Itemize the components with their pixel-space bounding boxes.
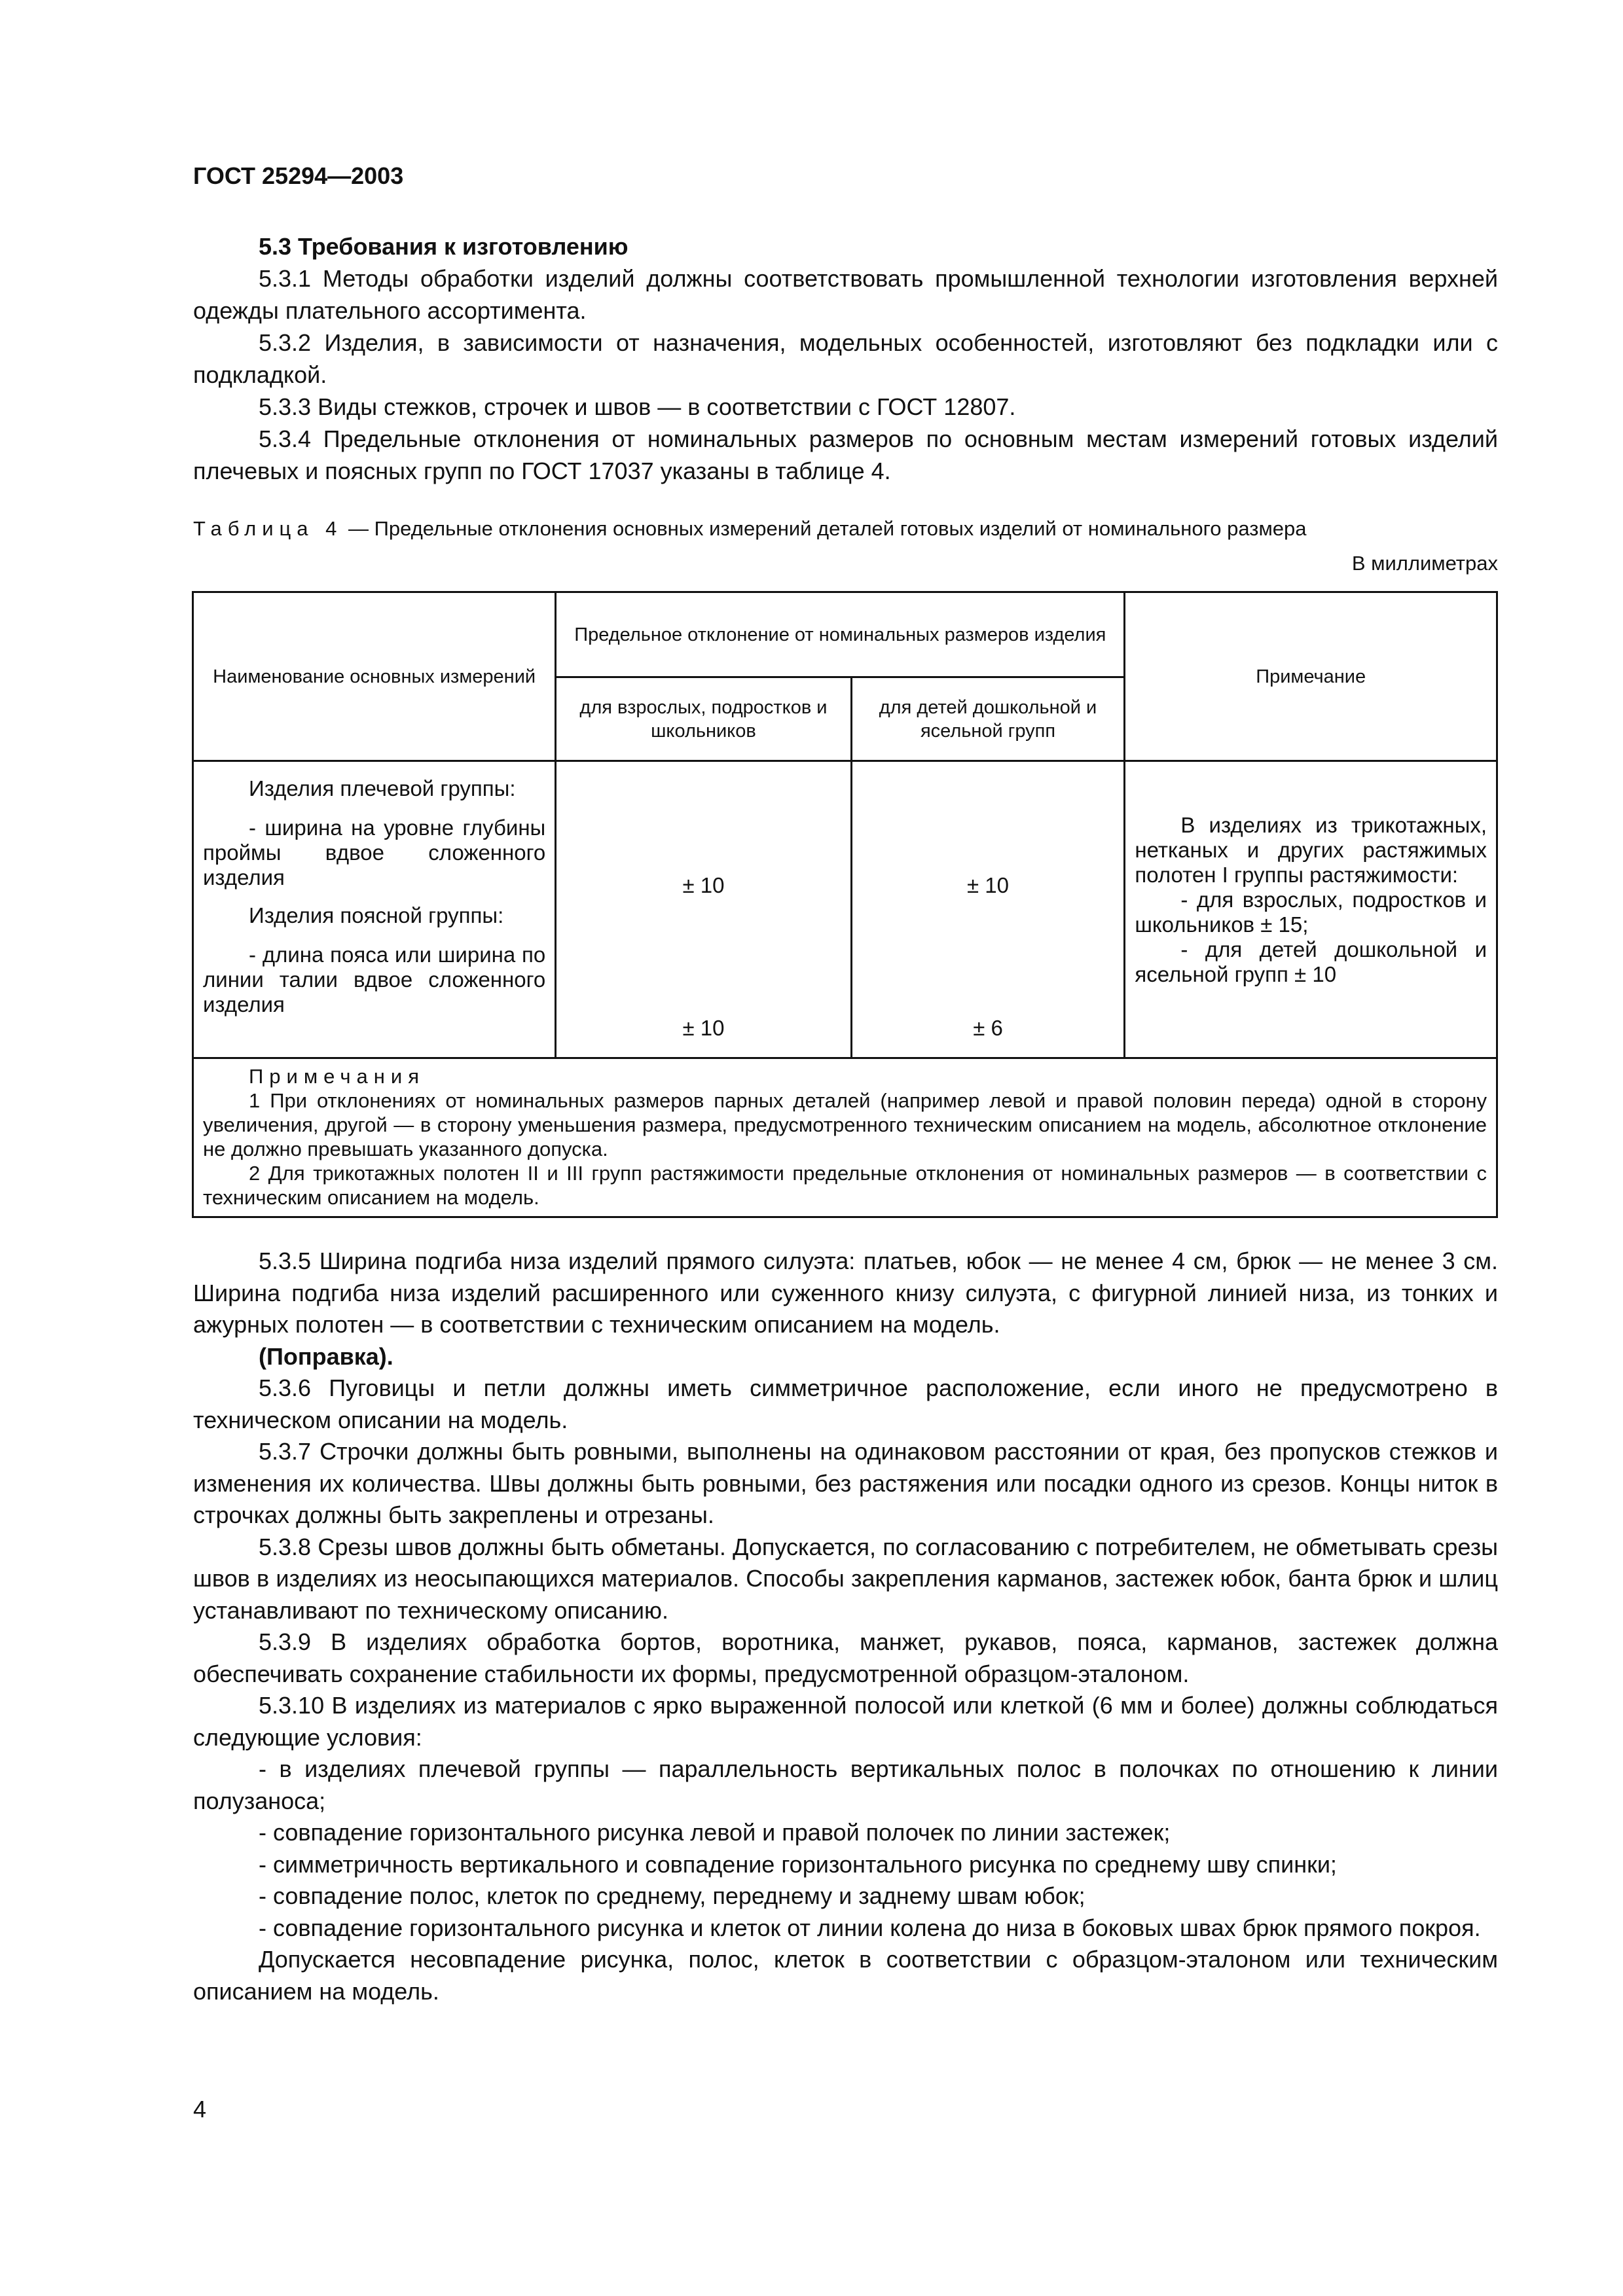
value-waist-adults: ± 10: [682, 1016, 725, 1040]
condition-item: - совпадение горизонтального рисунка левой и правой полочек по линии застежек;: [259, 1819, 1171, 1846]
table-notes-cell: [193, 1058, 1497, 1217]
table-caption-text: — Предельные отклонения основных измерений деталей готовых изделий от номинального размера: [342, 517, 1307, 540]
paragraph-5-3-5: 5.3.5 Ширина подгиба низа изделий прямого силуэта: платьев, юбок — не менее 4 см, брюк — не менее 3 см. Ширина подгиба низа изделий расширенного или суженного книзу силуэта, с фигурной линией низа, из тонких и ажурных полотен — в соответствии с техническим описанием на модель.: [193, 1247, 1498, 1338]
group-shoulder-title: Изделия плечевой группы:: [249, 776, 516, 800]
paragraph-5-3-10: 5.3.10 В изделиях из материалов с ярко выраженной полосой или клеткой (6 мм и более) должны соблюдаться следующие условия:: [193, 1692, 1498, 1751]
page-number: 4: [193, 2096, 207, 2123]
paragraph-5-3-3: 5.3.3 Виды стежков, строчек и швов — в соответствии с ГОСТ 12807.: [259, 393, 1016, 420]
value-waist-children: ± 6: [973, 1016, 1003, 1040]
value-shoulder-children: ± 10: [967, 873, 1009, 897]
children-values-cell: [851, 761, 1125, 1058]
paragraph-5-3-8: 5.3.8 Срезы швов должны быть обметаны. Допускается, по согласованию с потребителем, не обметывать срезы швов в изделиях из неосыпающихся материалов. Способы закрепления карманов, застежек юбок, банта брюк и шлиц устанавливают по техническому описанию.: [193, 1533, 1498, 1624]
note-item-children: - для детей дошкольной и ясельной групп ± 10: [1135, 937, 1487, 986]
paragraph-5-3-7: 5.3.7 Строчки должны быть ровными, выполнены на одинаковом расстоянии от края, без пропусков стежков и изменения их количества. Швы должны быть ровными, без растяжения или посадки одного из срезов. Концы ниток в строчках должны быть закреплены и отрезаны.: [193, 1438, 1498, 1528]
table-units: В миллиметрах: [1351, 552, 1498, 575]
paragraph-5-3-1: 5.3.1 Методы обработки изделий должны соответствовать промышленной технологии изготовления верхней одежды плательного ассортимента.: [193, 265, 1498, 324]
section-continued: [193, 1246, 1498, 2007]
table-caption: [193, 517, 1498, 541]
group-waist-item: - длина пояса или ширина по линии талии вдвое сложенного изделия: [203, 942, 546, 1016]
header-deviation-group: Предельное отклонение от номинальных размеров изделия: [556, 592, 1125, 677]
condition-item: - совпадение горизонтального рисунка и клеток от линии колена до низа в боковых швах брюк прямого покроя.: [259, 1914, 1481, 1941]
note-2: 2 Для трикотажных полотен II и III групп растяжимости предельные отклонения от номинальных размеров — в соответствии с техническим описанием на модель.: [203, 1162, 1487, 1209]
paragraph-5-3-4: 5.3.4 Предельные отклонения от номинальных размеров по основным местам измерений готовых изделий плечевых и поясных групп по ГОСТ 17037 указаны в таблице 4.: [193, 425, 1498, 484]
header-measurement-name: Наименование основных измерений: [193, 592, 556, 761]
note-1: 1 При отклонениях от номинальных размеров парных деталей (например левой и правой половин переда) одной в сторону увеличения, другой — в сторону уменьшения размера, предусмотренного техническим описанием на модель, абсолютное отклонение не должно превышать указанного допуска.: [203, 1089, 1487, 1160]
table-body-row: [193, 761, 1497, 1058]
table-caption-label: Таблица 4: [193, 517, 343, 540]
note-main: В изделиях из трикотажных, нетканых и других растяжимых полотен I группы растяжимости:: [1135, 813, 1487, 887]
section-title: 5.3 Требования к изготовлению: [259, 233, 629, 260]
condition-item: - симметричность вертикального и совпадение горизонтального рисунка по среднему шву спинки;: [259, 1850, 1337, 1878]
table-header-row: [193, 592, 1497, 677]
adults-values-cell: [556, 761, 851, 1058]
notes-title: Примечания: [249, 1065, 425, 1088]
document-code-header: ГОСТ 25294—2003: [193, 162, 404, 189]
paragraph-allowed: Допускается несовпадение рисунка, полос, клеток в соответствии с образцом-эталоном или техническим описанием на модель.: [193, 1946, 1498, 2005]
note-cell: [1125, 761, 1497, 1058]
table-4: [192, 591, 1498, 1218]
paragraph-5-3-6: 5.3.6 Пуговицы и петли должны иметь симметричное расположение, если иного не предусмотрено в техническом описании на модель.: [193, 1374, 1498, 1433]
group-shoulder-item: - ширина на уровне глубины проймы вдвое сложенного изделия: [203, 816, 546, 889]
condition-item: - в изделиях плечевой группы — параллельность вертикальных полос в полочках по отношению к линии полузаноса;: [193, 1755, 1498, 1814]
value-shoulder-adults: ± 10: [682, 873, 725, 897]
group-waist-title: Изделия поясной группы:: [249, 903, 504, 927]
correction-note: (Поправка).: [259, 1342, 393, 1370]
section-5-3: [193, 230, 1498, 487]
header-children: для детей дошкольной и ясельной групп: [851, 677, 1125, 761]
condition-item: - совпадение полос, клеток по среднему, переднему и заднему швам юбок;: [259, 1882, 1085, 1909]
measurement-names-cell: [193, 761, 556, 1058]
note-item-adults: - для взрослых, подростков и школьников ± 15;: [1135, 888, 1487, 937]
table-notes-row: [193, 1058, 1497, 1217]
paragraph-5-3-2: 5.3.2 Изделия, в зависимости от назначения, модельных особенностей, изготовляют без подкладки или с подкладкой.: [193, 329, 1498, 388]
header-adults: для взрослых, подростков и школьников: [556, 677, 851, 761]
paragraph-5-3-9: 5.3.9 В изделиях обработка бортов, воротника, манжет, рукавов, пояса, карманов, застежек должна обеспечивать сохранение стабильности их формы, предусмотренной образцом-эталоном.: [193, 1628, 1498, 1687]
header-note: Примечание: [1125, 592, 1497, 761]
